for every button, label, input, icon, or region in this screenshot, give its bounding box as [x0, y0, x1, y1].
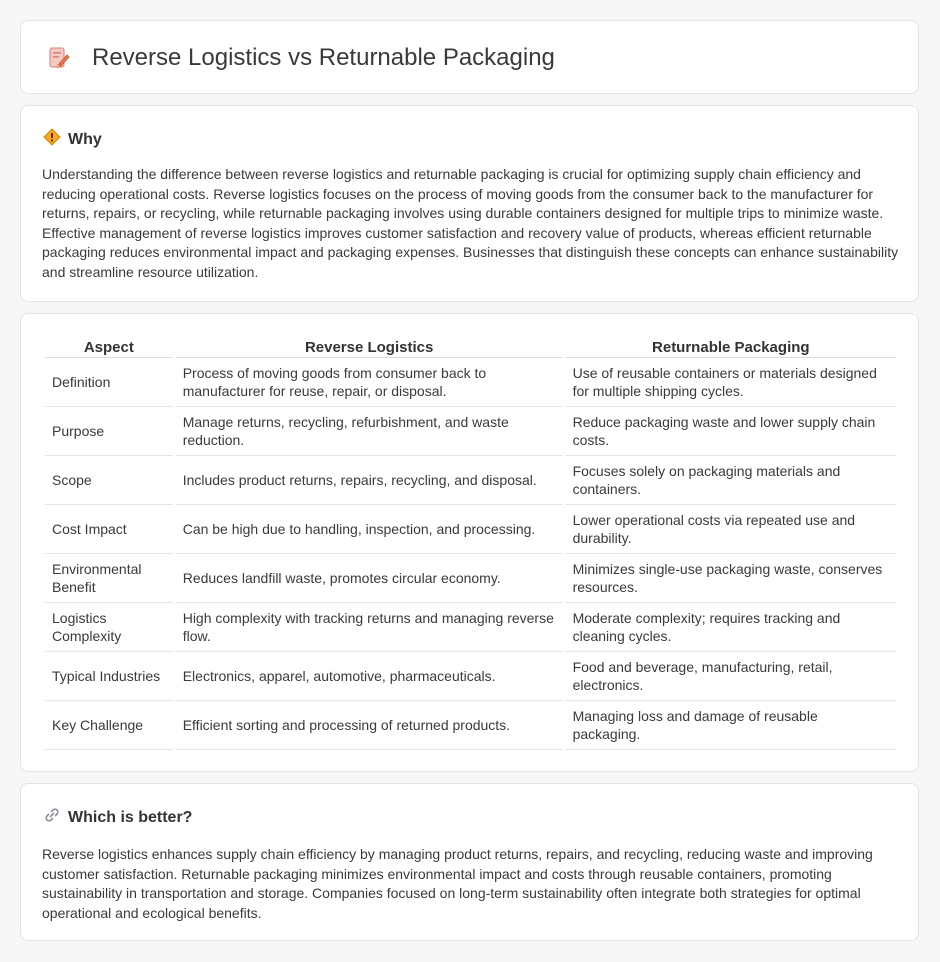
- document-pen-icon: [47, 46, 71, 70]
- reverse-logistics-cell: Electronics, apparel, automotive, pharmaceuticals.: [176, 652, 563, 701]
- which-is-better-heading-text: Which is better?: [68, 808, 193, 826]
- table-row: [45, 701, 896, 750]
- reverse-logistics-cell: Can be high due to handling, inspection, and processing.: [176, 505, 563, 554]
- column-header-aspect: Aspect: [45, 336, 173, 358]
- column-header-reverse-logistics: Reverse Logistics: [176, 336, 563, 358]
- why-heading-text: Why: [68, 130, 102, 148]
- why-heading: [43, 128, 102, 151]
- reverse-logistics-cell: High complexity with tracking returns and managing reverse flow.: [176, 603, 563, 652]
- aspect-cell: Purpose: [45, 407, 173, 456]
- table-header-row: [45, 336, 896, 358]
- reverse-logistics-cell: Reduces landfill waste, promotes circular economy.: [176, 554, 563, 603]
- table-row: [45, 505, 896, 554]
- reverse-logistics-cell: Includes product returns, repairs, recycling, and disposal.: [176, 456, 563, 505]
- table-row: [45, 358, 896, 407]
- aspect-cell: Logistics Complexity: [45, 603, 173, 652]
- returnable-packaging-cell: Moderate complexity; requires tracking and cleaning cycles.: [566, 603, 896, 652]
- aspect-cell: Environmental Benefit: [45, 554, 173, 603]
- reverse-logistics-cell: Process of moving goods from consumer back to manufacturer for reuse, repair, or disposal.: [176, 358, 563, 407]
- aspect-cell: Scope: [45, 456, 173, 505]
- which-is-better-paragraph: Reverse logistics enhances supply chain efficiency by managing product returns, repairs, and recycling, reducing waste and improving customer satisfaction. Returnable packaging minimizes environmental impact and costs through reusable containers, promoting sustainability in transportation and storage. Companies focused on long-term sustainability often integrate both strategies for optimal operational and ecological benefits.: [42, 846, 873, 921]
- link-icon: [43, 806, 61, 829]
- returnable-packaging-cell: Food and beverage, manufacturing, retail, electronics.: [566, 652, 896, 701]
- reverse-logistics-cell: Manage returns, recycling, refurbishment, and waste reduction.: [176, 407, 563, 456]
- returnable-packaging-cell: Focuses solely on packaging materials and containers.: [566, 456, 896, 505]
- table-row: [45, 652, 896, 701]
- page-title: Reverse Logistics vs Returnable Packaging: [92, 44, 555, 71]
- returnable-packaging-cell: Minimizes single-use packaging waste, conserves resources.: [566, 554, 896, 603]
- why-section: [20, 105, 919, 302]
- table-row: [45, 456, 896, 505]
- which-is-better-section: [20, 783, 919, 941]
- comparison-table: [42, 336, 899, 750]
- which-is-better-heading: [43, 806, 192, 829]
- returnable-packaging-cell: Lower operational costs via repeated use and durability.: [566, 505, 896, 554]
- comparison-table-card: [20, 313, 919, 772]
- column-header-returnable-packaging: Returnable Packaging: [566, 336, 896, 358]
- table-row: [45, 603, 896, 652]
- returnable-packaging-cell: Use of reusable containers or materials designed for multiple shipping cycles.: [566, 358, 896, 407]
- table-row: [45, 554, 896, 603]
- returnable-packaging-cell: Managing loss and damage of reusable packaging.: [566, 701, 896, 750]
- aspect-cell: Definition: [45, 358, 173, 407]
- title-card: [20, 20, 919, 94]
- diamond-sign-icon: [43, 128, 61, 151]
- table-row: [45, 407, 896, 456]
- why-paragraph: Understanding the difference between reverse logistics and returnable packaging is crucial for optimizing supply chain efficiency and reducing operational costs. Reverse logistics focuses on the process of moving goods from the consumer back to the manufacturer for returns, repairs, or recycling, while returnable packaging involves using durable containers designed for multiple trips to minimize waste. Effective management of reverse logistics improves customer satisfaction and recovery value of products, whereas efficient returnable packaging reduces environmental impact and packaging expenses. Businesses that distinguish these concepts can enhance sustainability and streamline resource utilization.: [42, 166, 899, 280]
- returnable-packaging-cell: Reduce packaging waste and lower supply chain costs.: [566, 407, 896, 456]
- aspect-cell: Key Challenge: [45, 701, 173, 750]
- aspect-cell: Typical Industries: [45, 652, 173, 701]
- reverse-logistics-cell: Efficient sorting and processing of returned products.: [176, 701, 563, 750]
- aspect-cell: Cost Impact: [45, 505, 173, 554]
